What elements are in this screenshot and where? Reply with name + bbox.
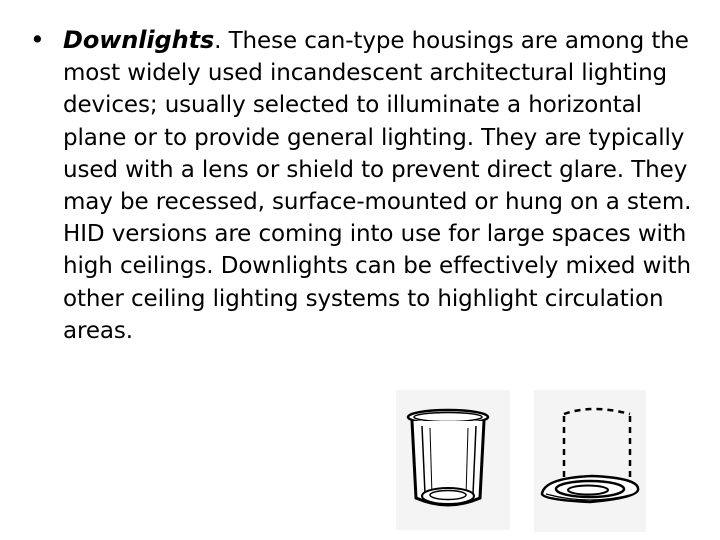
recessed-downlight-icon [534, 390, 646, 532]
surface-mounted-downlight-icon [396, 390, 510, 530]
description-text: These can-type housings are among the most widely used incandescent architectural lighting devices; usually selected to illuminate a horizontal plane or to provide general lighting. They are typically used with a lens or shield to prevent direct glare. They may be recessed, surface-mounted or hung on a stem. HID versions are coming into use for large spaces with high ceilings. Downlights can be effectively mixed with other ceiling lighting systems to highlight circulation areas. [63, 28, 692, 344]
term-downlights: Downlights [63, 26, 215, 54]
term-punctuation: . [214, 28, 222, 54]
bullet-paragraph [63, 24, 703, 347]
bullet-marker: • [30, 25, 45, 54]
